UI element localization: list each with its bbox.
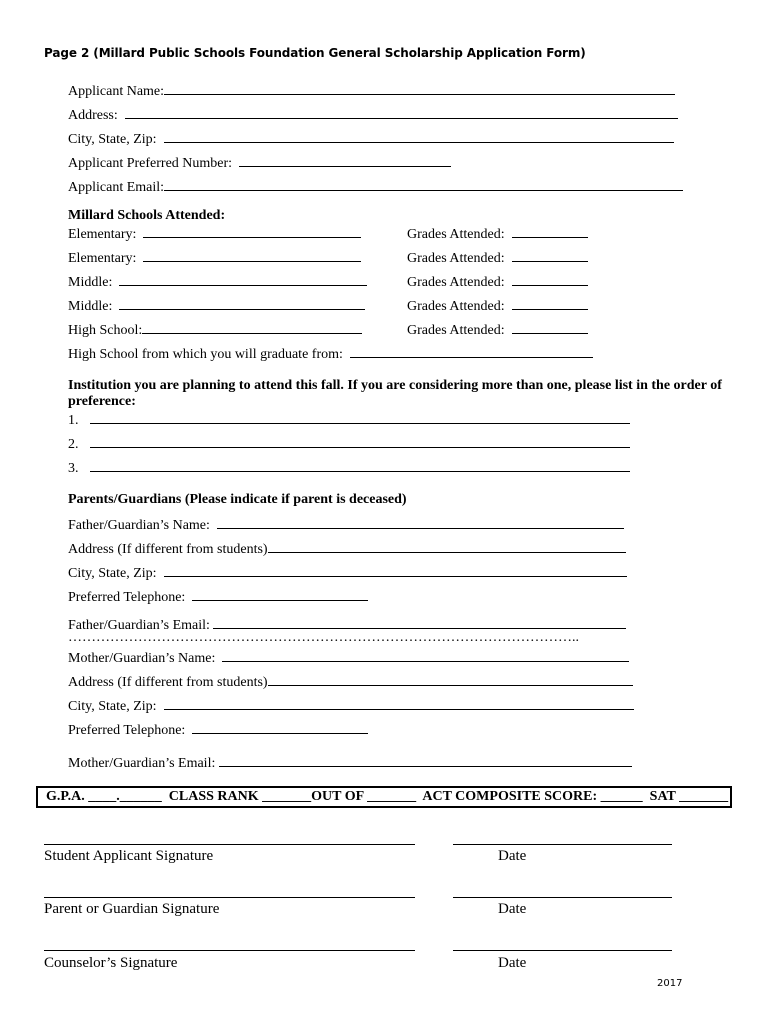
- preferred-number-label: Applicant Preferred Number:: [68, 156, 233, 171]
- preferred-number-row: [68, 154, 451, 172]
- mother-city-row: [68, 697, 634, 715]
- father-name-field[interactable]: [217, 516, 624, 529]
- graduate-school-field[interactable]: [350, 345, 593, 358]
- student-signature-line[interactable]: [44, 843, 415, 845]
- counselor-date-line[interactable]: [453, 949, 672, 951]
- mother-name-field[interactable]: [222, 649, 629, 662]
- applicant-name-row: [68, 82, 675, 100]
- father-name-row: [68, 516, 624, 534]
- father-phone-field[interactable]: [192, 588, 368, 601]
- city-field[interactable]: [164, 130, 674, 143]
- section-separator: ………………………………………………………………………………………………..: [68, 630, 579, 645]
- form-year: 2017: [657, 978, 683, 989]
- institution-number: 2.: [68, 437, 79, 452]
- mother-email-label: Mother/Guardian’s Email:: [68, 756, 216, 771]
- grades-label: Grades Attended:: [407, 323, 505, 338]
- score-box: [36, 786, 732, 808]
- father-email-field[interactable]: [213, 616, 626, 629]
- parent-date-label: Date: [498, 901, 527, 917]
- applicant-email-field[interactable]: [164, 178, 683, 191]
- father-address-field[interactable]: [268, 540, 626, 553]
- grades-row: [407, 321, 588, 339]
- school-row: [68, 225, 361, 243]
- grades-label: Grades Attended:: [407, 227, 505, 242]
- school-row: [68, 273, 367, 291]
- father-address-label: Address (If different from students): [68, 542, 268, 557]
- father-email-label: Father/Guardian’s Email:: [68, 618, 210, 633]
- school-field[interactable]: [143, 225, 361, 238]
- school-row: [68, 321, 362, 339]
- school-label: Middle:: [68, 275, 113, 290]
- mother-city-field[interactable]: [164, 697, 634, 710]
- school-label: High School:: [68, 323, 143, 338]
- city-row: [68, 130, 674, 148]
- student-date-line[interactable]: [453, 843, 672, 845]
- graduate-school-label: High School from which you will graduate from:: [68, 347, 343, 362]
- institution-item: [68, 459, 630, 477]
- grades-row: [407, 273, 588, 291]
- act-score-field[interactable]: ACT COMPOSITE SCORE: ______: [422, 789, 643, 804]
- counselor-signature-label: Counselor’s Signature: [44, 955, 178, 971]
- father-city-field[interactable]: [164, 564, 627, 577]
- gpa-field[interactable]: G.P.A. ____.______: [46, 789, 162, 804]
- counselor-signature-line[interactable]: [44, 949, 415, 951]
- mother-address-row: [68, 673, 633, 691]
- grades-field[interactable]: [512, 225, 588, 238]
- mother-email-field[interactable]: [219, 754, 632, 767]
- page-title: Page 2 (Millard Public Schools Foundation General Scholarship Application Form): [44, 46, 586, 60]
- grades-field[interactable]: [512, 321, 588, 334]
- preferred-number-field[interactable]: [239, 154, 451, 167]
- address-field[interactable]: [125, 106, 678, 119]
- grades-label: Grades Attended:: [407, 299, 505, 314]
- counselor-date-label: Date: [498, 955, 527, 971]
- parents-heading: Parents/Guardians (Please indicate if parent is deceased): [68, 492, 407, 507]
- institution-item: [68, 435, 630, 453]
- grades-field[interactable]: [512, 249, 588, 262]
- father-phone-row: [68, 588, 368, 606]
- address-row: [68, 106, 678, 124]
- graduate-school-row: [68, 345, 593, 363]
- school-label: Elementary:: [68, 227, 137, 242]
- institution-number: 1.: [68, 413, 79, 428]
- mother-city-label: City, State, Zip:: [68, 699, 157, 714]
- city-label: City, State, Zip:: [68, 132, 157, 147]
- institution-item: [68, 411, 630, 429]
- grades-label: Grades Attended:: [407, 251, 505, 266]
- grades-label: Grades Attended:: [407, 275, 505, 290]
- mother-address-field[interactable]: [268, 673, 633, 686]
- grades-field[interactable]: [512, 297, 588, 310]
- mother-phone-label: Preferred Telephone:: [68, 723, 186, 738]
- student-date-label: Date: [498, 848, 527, 864]
- school-label: Middle:: [68, 299, 113, 314]
- father-address-row: [68, 540, 626, 558]
- institution-heading: Institution you are planning to attend this fall. If you are considering more than one, please list in the order of: [68, 378, 722, 393]
- school-field[interactable]: [119, 297, 365, 310]
- parent-signature-label: Parent or Guardian Signature: [44, 901, 220, 917]
- mother-phone-field[interactable]: [192, 721, 368, 734]
- mother-name-label: Mother/Guardian’s Name:: [68, 651, 216, 666]
- sat-score-field[interactable]: SAT _______: [649, 789, 729, 804]
- father-city-label: City, State, Zip:: [68, 566, 157, 581]
- student-signature-label: Student Applicant Signature: [44, 848, 214, 864]
- applicant-email-row: [68, 178, 683, 196]
- institution-number: 3.: [68, 461, 79, 476]
- school-row: [68, 249, 361, 267]
- schools-heading: Millard Schools Attended:: [68, 208, 226, 223]
- applicant-name-field[interactable]: [164, 82, 675, 95]
- father-name-label: Father/Guardian’s Name:: [68, 518, 210, 533]
- school-field[interactable]: [143, 249, 361, 262]
- parent-date-line[interactable]: [453, 896, 672, 898]
- applicant-name-label: Applicant Name:: [68, 84, 165, 99]
- school-label: Elementary:: [68, 251, 137, 266]
- school-field[interactable]: [119, 273, 367, 286]
- school-row: [68, 297, 365, 315]
- applicant-email-label: Applicant Email:: [68, 180, 165, 195]
- grades-row: [407, 297, 588, 315]
- mother-email-row: [68, 754, 632, 772]
- class-rank-field[interactable]: CLASS RANK _______OUT OF _______: [168, 789, 417, 804]
- mother-phone-row: [68, 721, 368, 739]
- institution-heading-cont: preference:: [68, 394, 136, 409]
- grades-row: [407, 225, 588, 243]
- parent-signature-line[interactable]: [44, 896, 415, 898]
- school-field[interactable]: [142, 321, 362, 334]
- address-label: Address:: [68, 108, 118, 123]
- institution-field[interactable]: [90, 459, 630, 472]
- father-city-row: [68, 564, 627, 582]
- grades-row: [407, 249, 588, 267]
- father-phone-label: Preferred Telephone:: [68, 590, 186, 605]
- mother-name-row: [68, 649, 629, 667]
- institution-field[interactable]: [90, 411, 630, 424]
- grades-field[interactable]: [512, 273, 588, 286]
- institution-field[interactable]: [90, 435, 630, 448]
- mother-address-label: Address (If different from students): [68, 675, 268, 690]
